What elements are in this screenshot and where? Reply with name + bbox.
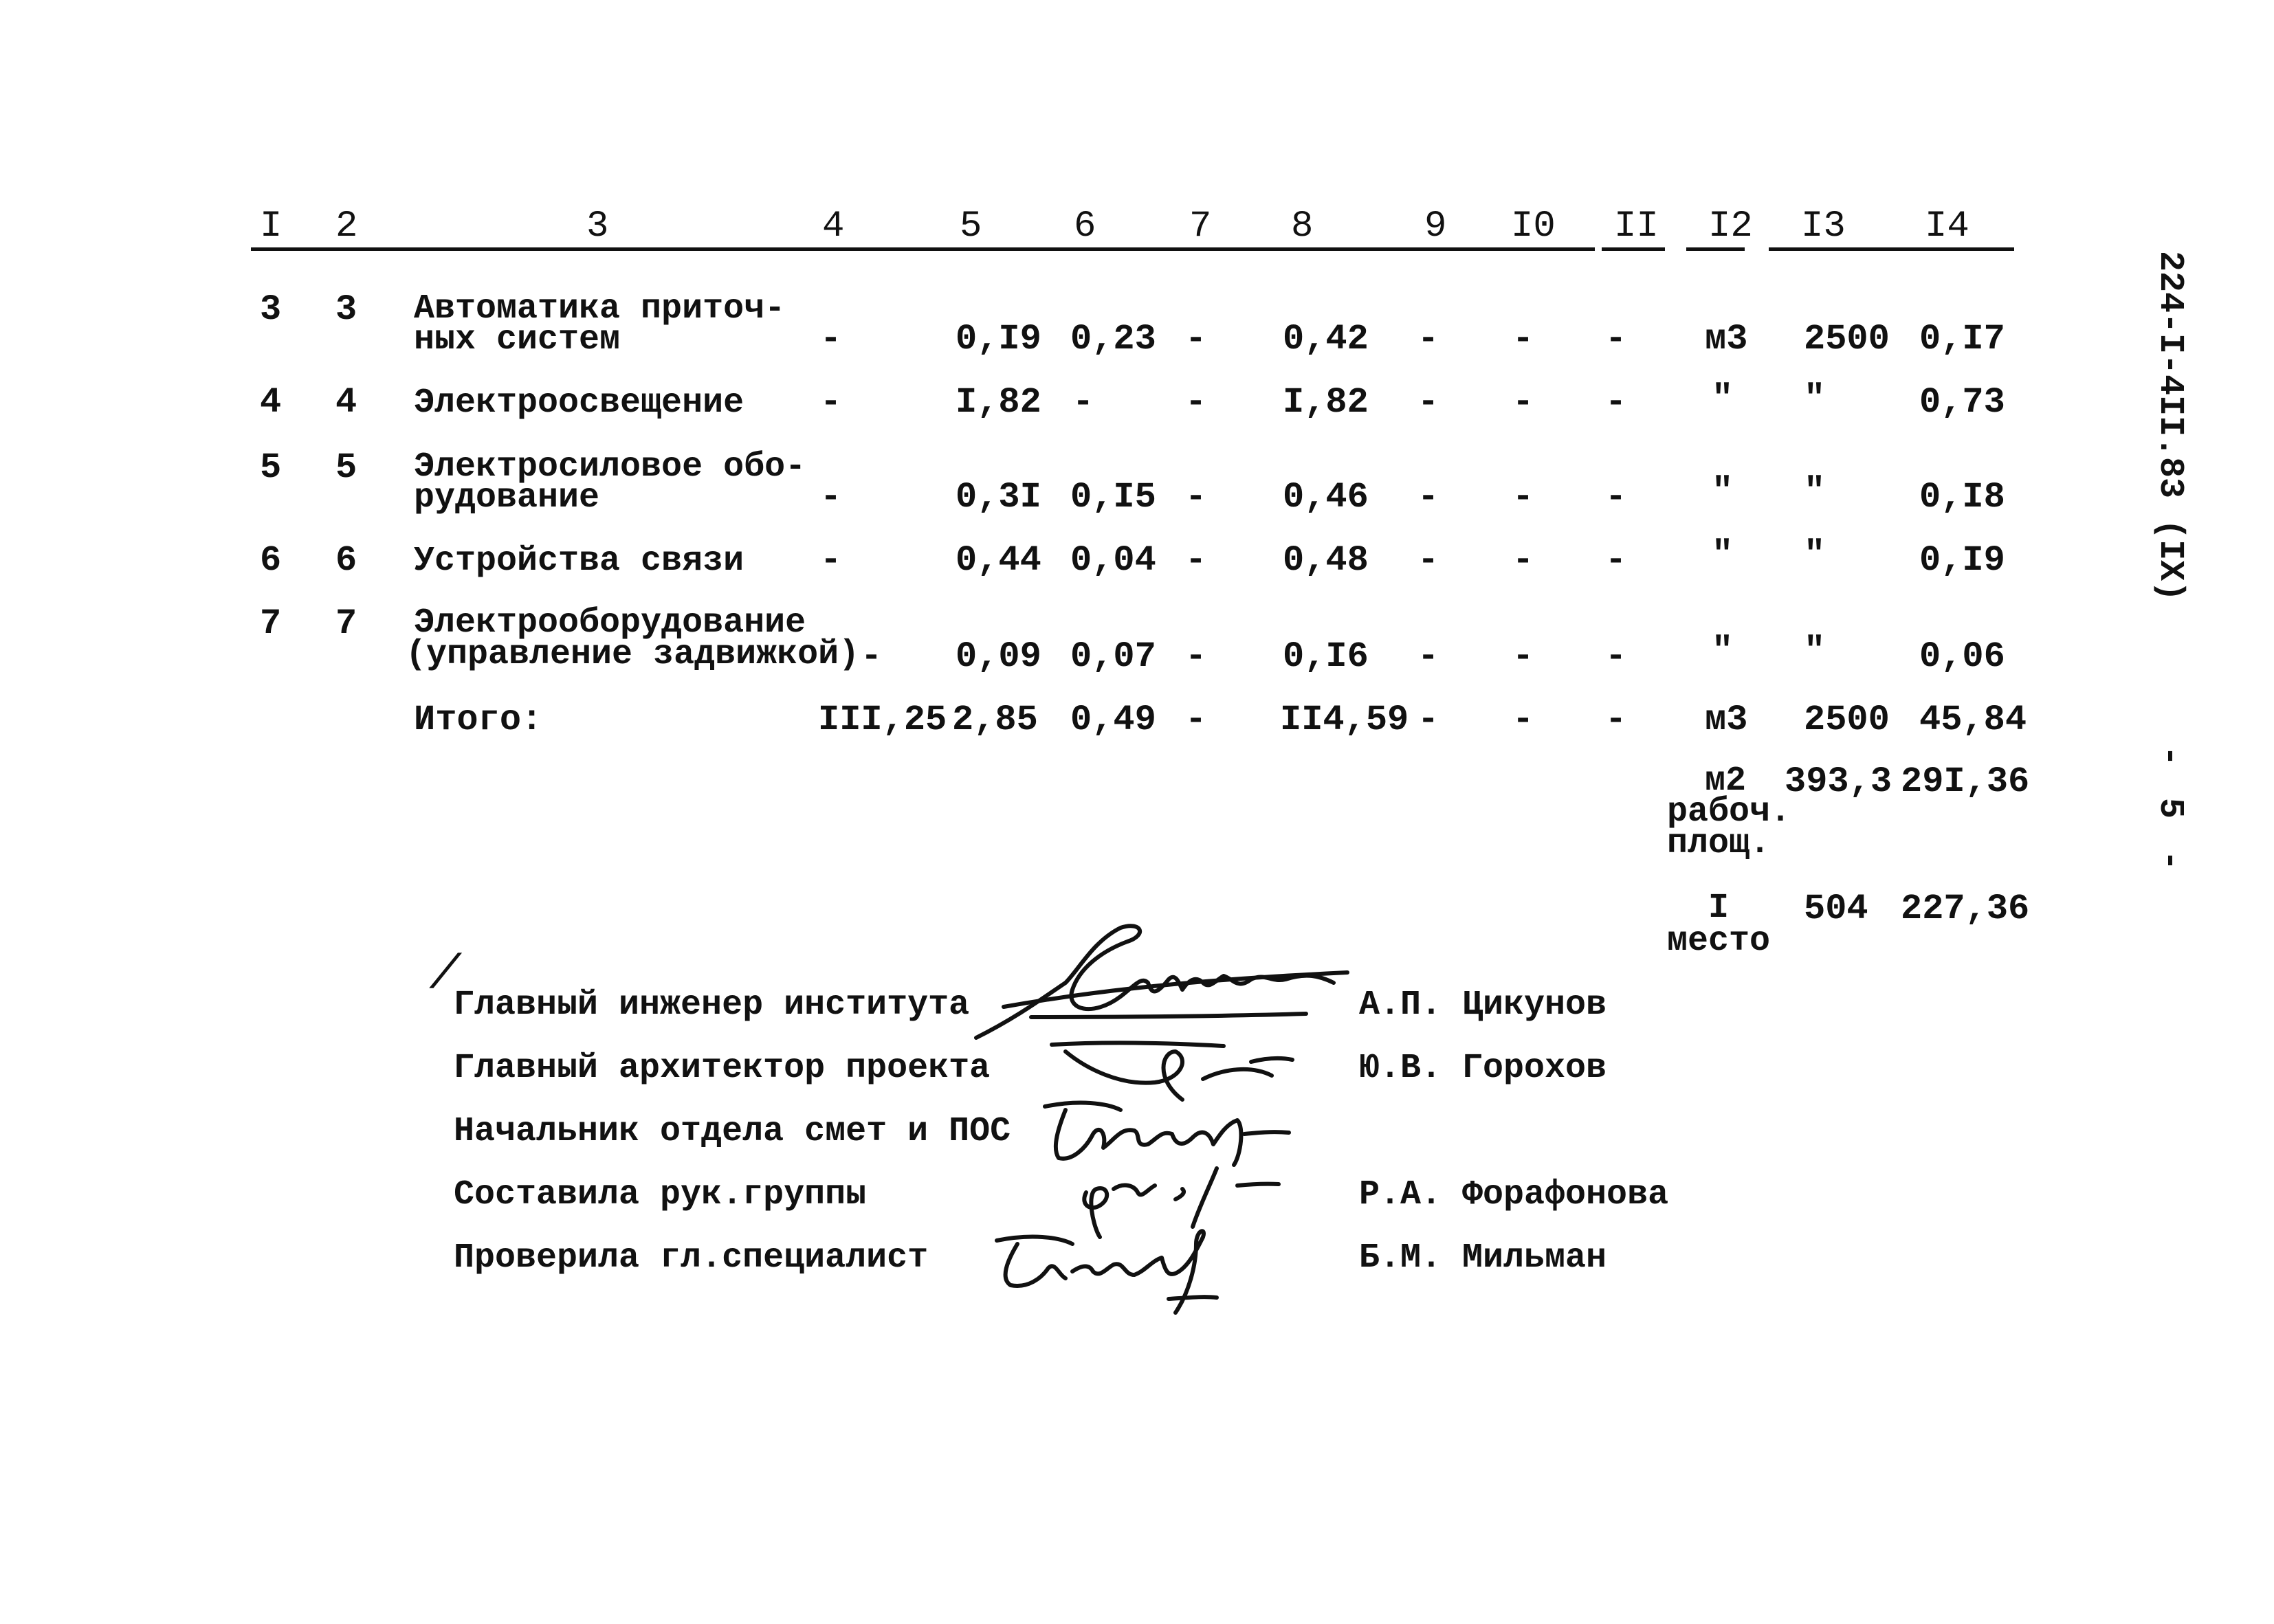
cell: 0,23 <box>1070 319 1156 359</box>
column-header: I <box>260 205 283 247</box>
cell: - <box>1185 636 1207 677</box>
cell: - <box>1185 540 1207 581</box>
cell: - <box>1605 319 1627 359</box>
header-rule <box>1686 247 1745 251</box>
cell: - <box>1512 319 1534 359</box>
signatory-role: Главный инженер института <box>454 986 970 1025</box>
signatory-role: Начальник отдела смет и ПОС <box>454 1112 1011 1151</box>
row-name: Автоматика приточ- <box>414 289 786 329</box>
unit-label: рабоч. <box>1667 792 1791 832</box>
column-header: 8 <box>1291 205 1314 247</box>
column-header: II <box>1614 205 1659 247</box>
cell: - <box>1512 382 1534 423</box>
cell: 0,09 <box>956 636 1041 677</box>
cell: - <box>1605 382 1627 423</box>
cell: - <box>1417 319 1439 359</box>
cell: 504 <box>1804 889 1868 929</box>
cell: " <box>1712 379 1734 419</box>
cell: - <box>1512 700 1534 740</box>
document-code: 224-I-4II.83 (IX) <box>2150 251 2189 602</box>
signatory-role: Составила рук.группы <box>454 1175 867 1214</box>
column-header: I4 <box>1925 205 1969 247</box>
cell: - <box>820 477 842 518</box>
cell: " <box>1804 631 1826 671</box>
column-header: 9 <box>1424 205 1447 247</box>
cell: - <box>1185 700 1207 740</box>
row-name: Электроосвещение <box>414 383 744 423</box>
unit-label: I <box>1708 889 1730 928</box>
total-label: Итого: <box>414 700 543 740</box>
column-header: 3 <box>586 205 609 247</box>
cell: м3 <box>1705 319 1748 359</box>
cell: 227,36 <box>1901 889 2030 929</box>
cell: - <box>1605 477 1627 518</box>
row-number: 4 <box>335 382 357 423</box>
cell: м3 <box>1705 700 1748 740</box>
cell: - <box>1185 382 1207 423</box>
column-header: 4 <box>822 205 845 247</box>
row-number: 4 <box>260 382 282 423</box>
cell: 2500 <box>1804 700 1890 740</box>
cell: 0,44 <box>956 540 1041 581</box>
column-header: 2 <box>335 205 358 247</box>
cell: - <box>1417 382 1439 423</box>
row-name: ных систем <box>414 320 621 359</box>
signatory-role: Проверила гл.специалист <box>454 1238 929 1278</box>
cell: 0,I8 <box>1919 477 2005 518</box>
cell: " <box>1712 631 1734 671</box>
cell: 0,73 <box>1919 382 2005 423</box>
header-rule <box>251 247 1595 251</box>
row-name: Электросиловое обо- <box>414 447 806 487</box>
cell: - <box>1185 477 1207 518</box>
column-header: I0 <box>1511 205 1556 247</box>
cell: 0,49 <box>1070 700 1156 740</box>
cell: " <box>1804 535 1826 575</box>
cell: 0,I6 <box>1283 636 1369 677</box>
column-header: 5 <box>960 205 982 247</box>
cell: 0,I9 <box>956 319 1041 359</box>
unit-label: место <box>1667 922 1771 961</box>
signatory-role: Главный архитектор проекта <box>454 1049 991 1088</box>
cell: - <box>1605 636 1627 677</box>
signatory-name: Ю.В. Горохов <box>1359 1049 1607 1088</box>
cell: - <box>1512 540 1534 581</box>
unit-label: площ. <box>1667 824 1771 863</box>
cell: - <box>1512 477 1534 518</box>
column-header: 7 <box>1189 205 1212 247</box>
signatory-name: Б.М. Мильман <box>1359 1238 1607 1278</box>
cell: - <box>1185 319 1207 359</box>
cell: - <box>820 319 842 359</box>
row-number: 7 <box>335 603 357 644</box>
cell: 0,48 <box>1283 540 1369 581</box>
cell: I,82 <box>1283 382 1369 423</box>
row-number: 5 <box>260 447 282 488</box>
row-number: 3 <box>335 289 357 330</box>
cell: - <box>1417 540 1439 581</box>
row-name: Электрооборудование <box>414 603 806 643</box>
column-header: 6 <box>1074 205 1096 247</box>
row-number: 6 <box>335 540 357 581</box>
cell: - <box>1072 382 1094 423</box>
cell: - <box>861 636 883 677</box>
cell: I,82 <box>956 382 1041 423</box>
row-number: 3 <box>260 289 282 330</box>
cell: - <box>820 382 842 423</box>
cell: 0,04 <box>1070 540 1156 581</box>
column-header: I3 <box>1801 205 1846 247</box>
cell: " <box>1712 471 1734 512</box>
signatory-name: Р.А. Форафонова <box>1359 1175 1669 1214</box>
cell: III,25 <box>818 700 947 740</box>
cell: 0,I9 <box>1919 540 2005 581</box>
cell: II4,59 <box>1280 700 1409 740</box>
row-name: Устройства связи <box>414 542 744 581</box>
unit-label: м2 <box>1705 761 1747 801</box>
cell: 0,3I <box>956 477 1041 518</box>
cell: - <box>1605 700 1627 740</box>
cell: 0,I7 <box>1919 319 2005 359</box>
cell: - <box>1417 700 1439 740</box>
cell: - <box>1605 540 1627 581</box>
cell: 0,06 <box>1919 636 2005 677</box>
cell: 0,07 <box>1070 636 1156 677</box>
column-header: I2 <box>1708 205 1753 247</box>
cell: 0,I5 <box>1070 477 1156 518</box>
cell: 393,3 <box>1785 761 1892 802</box>
signature-checker <box>990 1210 1265 1320</box>
row-name: рудование <box>414 478 600 518</box>
cell: 2500 <box>1804 319 1890 359</box>
cell: 29I,36 <box>1901 761 2030 802</box>
page-number: - 5 - <box>2150 746 2189 877</box>
row-number: 6 <box>260 540 282 581</box>
header-rule <box>1769 247 2014 251</box>
cell: 45,84 <box>1919 700 2027 740</box>
cell: - <box>820 540 842 581</box>
cell: 0,46 <box>1283 477 1369 518</box>
cell: 0,42 <box>1283 319 1369 359</box>
row-name: (управление задвижкой) <box>406 635 860 674</box>
cell: " <box>1804 471 1826 512</box>
header-rule <box>1602 247 1665 251</box>
cell: " <box>1804 379 1826 419</box>
margin-mark: / <box>422 948 466 1003</box>
cell: 2,85 <box>952 700 1038 740</box>
cell: - <box>1417 477 1439 518</box>
signatory-name: А.П. Цикунов <box>1359 986 1607 1025</box>
row-number: 5 <box>335 447 357 488</box>
row-number: 7 <box>260 603 282 644</box>
cell: " <box>1712 535 1734 575</box>
cell: - <box>1512 636 1534 677</box>
cell: - <box>1417 636 1439 677</box>
